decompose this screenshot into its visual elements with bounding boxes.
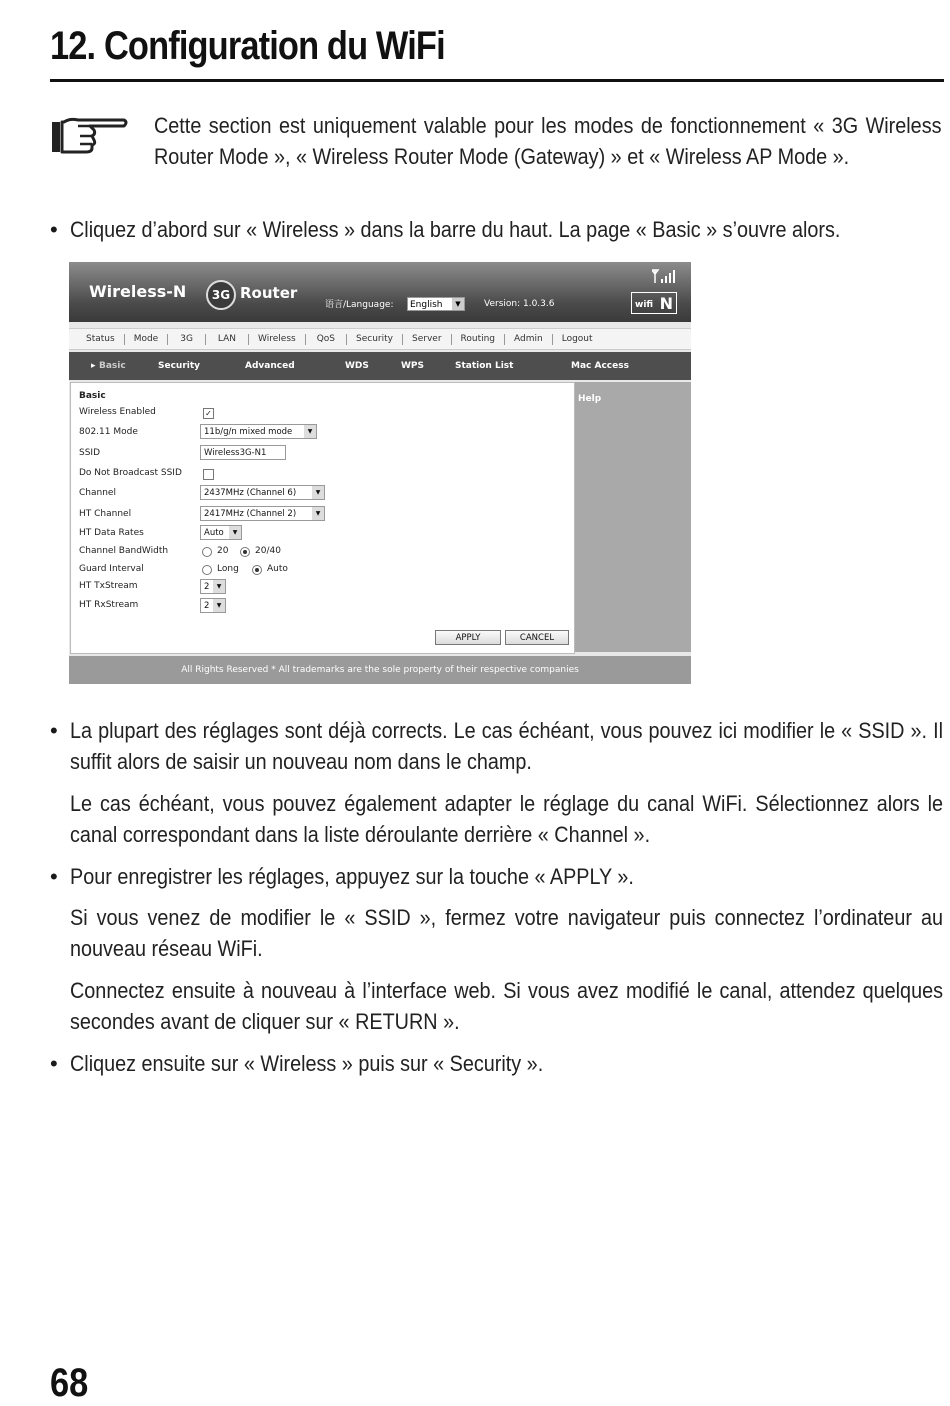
language-value: English — [410, 300, 443, 310]
rx-stream-value: 2 — [204, 601, 210, 611]
chevron-down-icon: ▼ — [213, 599, 225, 612]
ht-channel-select[interactable] — [200, 506, 325, 521]
antenna-signal-icon — [652, 268, 676, 284]
step-3-text: Pour enregistrer les réglages, appuyez sur la touche « APPLY ». — [70, 864, 634, 889]
router-footer: All Rights Reserved * All trademarks are the sole property of their respective companies — [69, 656, 691, 684]
chevron-down-icon: ▼ — [312, 486, 324, 499]
nav-server[interactable]: Server — [403, 334, 452, 345]
mode-label: 802.11 Mode — [79, 427, 138, 437]
step-3-para-2: Si vous venez de modifier le « SSID », fermez votre navigateur puis connectez l’ordinateur au nouveau réseau WiFi. — [70, 905, 943, 961]
subnav-wds[interactable]: WDS — [345, 361, 369, 371]
chevron-down-icon: ▼ — [229, 526, 241, 539]
wireless-enabled-label: Wireless Enabled — [79, 407, 156, 417]
subnav-basic[interactable]: Basic — [99, 361, 126, 371]
nav-lan[interactable]: LAN — [206, 334, 249, 345]
nav-3g[interactable]: 3G — [168, 334, 206, 345]
bandwidth-2040-radio[interactable] — [240, 547, 250, 557]
chevron-down-icon: ▼ — [213, 580, 225, 593]
help-panel — [575, 382, 691, 652]
basic-settings-form — [70, 382, 575, 654]
ht-channel-label: HT Channel — [79, 509, 132, 519]
nav-mode[interactable]: Mode — [125, 334, 169, 345]
nav-qos[interactable]: QoS — [306, 334, 347, 345]
channel-select[interactable] — [200, 485, 325, 500]
bandwidth-label: Channel BandWidth — [79, 546, 169, 556]
nav-logout[interactable]: Logout — [561, 333, 593, 344]
guard-auto-label: Auto — [267, 564, 288, 574]
chevron-down-icon: ▼ — [304, 425, 316, 438]
tx-stream-label: HT TxStream — [79, 581, 138, 591]
router-screenshot — [69, 262, 691, 684]
subnav-station-list[interactable]: Station List — [455, 361, 514, 371]
step-2-para-2: Le cas échéant, vous pouvez également adapter le réglage du canal WiFi. Sélectionnez alors le canal correspondant dans la liste déroulante derrière « Channel ». — [70, 791, 943, 847]
chevron-down-icon: ▼ — [312, 507, 324, 520]
nav-routing[interactable]: Routing — [452, 334, 506, 345]
channel-value: 2437MHz (Channel 6) — [204, 488, 297, 498]
note-text: Cette section est uniquement valable pour les modes de fonctionnement « 3G Wireless Router Mode », « Wireless Router Mode (Gateway) » et « Wireless AP Mode ». — [154, 113, 942, 169]
page-title: 12. Configuration du WiFi — [50, 24, 445, 68]
step-2-text: La plupart des réglages sont déjà corrects. Le cas échéant, vous pouvez ici modifier le « SSID ». Il suffit alors de saisir un nouveau nom dans le champ. — [70, 718, 943, 774]
chevron-down-icon: ▼ — [452, 298, 464, 310]
main-nav — [69, 328, 691, 350]
bandwidth-20-radio[interactable] — [202, 547, 212, 557]
nav-wireless[interactable]: Wireless — [249, 334, 306, 345]
channel-label: Channel — [79, 488, 116, 498]
ht-data-rates-label: HT Data Rates — [79, 528, 144, 538]
pointing-hand-icon — [50, 114, 130, 160]
wifi-n-logo — [631, 292, 677, 314]
mode-value: 11b/g/n mixed mode — [204, 427, 293, 437]
firmware-version: Version: 1.0.3.6 — [484, 299, 555, 309]
subnav-wps[interactable]: WPS — [401, 361, 425, 371]
no-broadcast-checkbox[interactable] — [203, 469, 214, 480]
caret-right-icon: ▸ — [91, 361, 96, 371]
rx-stream-select[interactable] — [200, 598, 226, 613]
ht-channel-value: 2417MHz (Channel 2) — [204, 509, 297, 519]
wifi-badge-n: N — [659, 294, 673, 313]
help-title: Help — [578, 394, 602, 404]
apply-button[interactable]: APPLY — [435, 630, 501, 645]
tx-stream-select[interactable] — [200, 579, 226, 594]
step-3-para-3: Connectez ensuite à nouveau à l’interface web. Si vous avez modifié le canal, attendez quelques secondes avant de cliquer sur « RETURN ». — [70, 978, 943, 1034]
bullet-marker: • — [50, 1051, 58, 1076]
bullet-marker: • — [50, 718, 58, 743]
cancel-button[interactable]: CANCEL — [505, 630, 569, 645]
ssid-input[interactable]: Wireless3G-N1 — [200, 445, 286, 460]
ssid-label: SSID — [79, 448, 101, 458]
tx-stream-value: 2 — [204, 582, 210, 592]
section-title: Basic — [79, 391, 106, 401]
guard-interval-label: Guard Interval — [79, 564, 144, 574]
wireless-sub-nav — [69, 352, 691, 380]
bandwidth-20-label: 20 — [217, 546, 229, 556]
rx-stream-label: HT RxStream — [79, 600, 139, 610]
language-label: 语言/Language: — [325, 300, 394, 310]
nav-security[interactable]: Security — [347, 334, 403, 345]
router-brand-suffix: Router — [240, 284, 298, 302]
language-select[interactable] — [407, 297, 465, 311]
wireless-enabled-checkbox[interactable]: ✓ — [203, 408, 214, 419]
guard-long-label: Long — [217, 564, 239, 574]
page-number: 68 — [50, 1361, 89, 1405]
guard-auto-radio[interactable] — [252, 565, 262, 575]
no-broadcast-label: Do Not Broadcast SSID — [79, 468, 182, 478]
step-4-text: Cliquez ensuite sur « Wireless » puis sur « Security ». — [70, 1051, 544, 1076]
nav-status[interactable]: Status — [69, 334, 125, 345]
ht-data-rates-value: Auto — [204, 528, 224, 538]
nav-admin[interactable]: Admin — [505, 334, 553, 345]
bullet-marker: • — [50, 864, 58, 889]
subnav-mac-access[interactable]: Mac Access — [571, 361, 629, 371]
3g-badge: 3G — [206, 280, 236, 310]
router-header — [69, 262, 691, 322]
step-1-text: Cliquez d’abord sur « Wireless » dans la barre du haut. La page « Basic » s’ouvre alors. — [70, 217, 841, 242]
subnav-security[interactable]: Security — [158, 361, 201, 371]
router-brand: Wireless-N — [89, 282, 187, 301]
title-rule — [50, 79, 944, 82]
wifi-badge-text: wifi — [635, 300, 654, 310]
mode-select[interactable] — [200, 424, 317, 439]
ht-data-rates-select[interactable] — [200, 525, 242, 540]
bullet-marker: • — [50, 217, 58, 242]
guard-long-radio[interactable] — [202, 565, 212, 575]
subnav-advanced[interactable]: Advanced — [245, 361, 295, 371]
bandwidth-2040-label: 20/40 — [255, 546, 281, 556]
